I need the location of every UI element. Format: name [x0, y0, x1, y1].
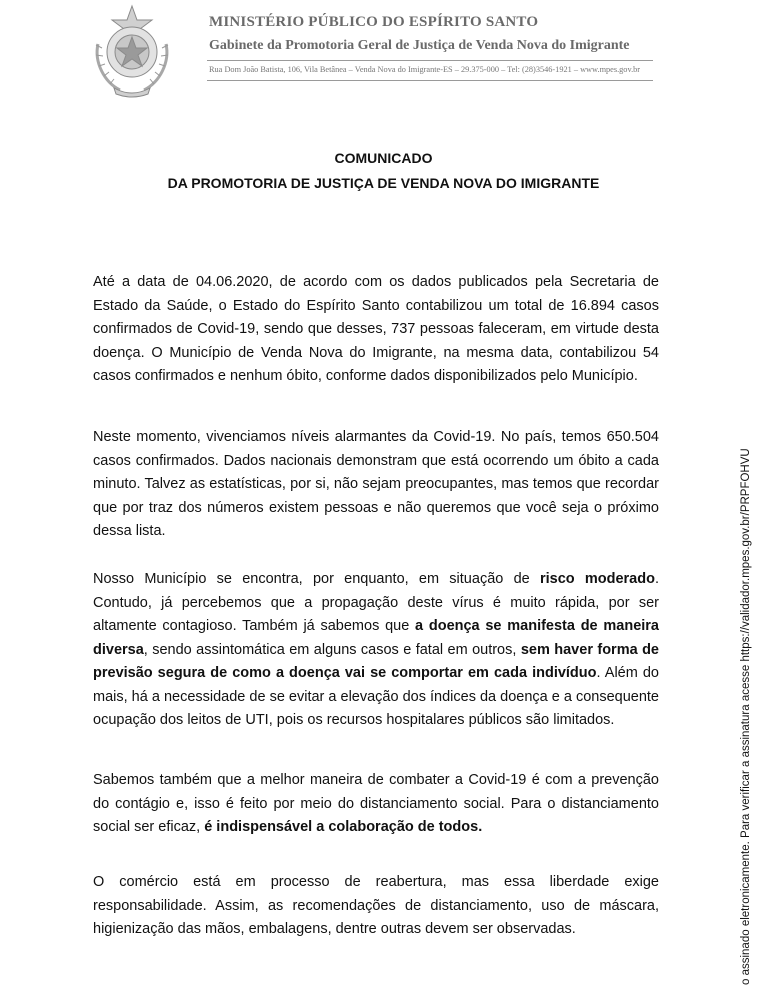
document-title: COMUNICADO — [334, 150, 433, 166]
paragraph-national-situation: Neste momento, vivenciamos níveis alarmantes da Covid-19. No país, temos 650.504 casos confirmados. Dados nacionais demonstram que está ocorrendo um óbito a cada minuto. Talvez as estatísticas, por si, não sejam preocupantes, mas temos que recordar que por traz dos números existem pessoas e não queremos que você seja o próximo dessa lista. — [93, 429, 659, 539]
emphasis-no-prediction: sem haver forma de previsão segura de como a doença vai se comportar em cada indivíduo — [93, 641, 659, 681]
paragraph-statistics: Até a data de 04.06.2020, de acordo com os dados publicados pela Secretaria de Estado da Saúde, o Estado do Espírito Santo contabilizou um total de 16.894 casos confirmados de Covid-19, sendo que desses, 737 pessoas faleceram, em virtude desta doença. O Município de Venda Nova do Imigrante, na mesma data, contabilizou 54 casos confirmados e nenhum óbito, conforme dados disponibilizados pelo Município. — [93, 274, 659, 384]
emphasis-disease-manifestation: a doença se manifesta de maneira diversa — [93, 618, 659, 658]
header-office: Gabinete da Promotoria Geral de Justiça de Venda Nova do Imigrante — [209, 38, 630, 53]
header-divider — [207, 60, 653, 61]
document-subtitle: DA PROMOTORIA DE JUSTIÇA DE VENDA NOVA DO IMIGRANTE — [167, 175, 600, 191]
paragraph-commerce-reopening: O comércio está em processo de reabertura, mas essa liberdade exige responsabilidade. Assim, as recomendações de distanciamento, uso de máscara, higienização das mãos, embalagens, dentre outras devem ser observadas. — [93, 874, 659, 937]
text-run: Nosso Município se encontra, por enquanto, em situação de — [93, 571, 540, 587]
text-run: . Contudo, já percebemos que a propagação deste vírus é muito rápida, por ser altamente contagioso. Também já sabemos que — [93, 571, 659, 634]
signature-validation-note: o assinado eletronicamente. Para verificar a assinatura acesse https://validador.mpes.gov.br/PRPFOHVU — [740, 448, 752, 985]
text-run: Sabemos também que a melhor maneira de combater a Covid-19 é com a prevenção do contágio e, isso é feito por meio do distanciamento social. Para o distanciamento social ser eficaz, — [93, 772, 659, 835]
paragraph-social-distancing — [93, 769, 659, 840]
header-organization: MINISTÉRIO PÚBLICO DO ESPÍRITO SANTO — [209, 14, 539, 30]
paragraph-municipal-risk — [93, 568, 659, 733]
text-run: . Além do mais, há a necessidade de se evitar a elevação dos índices da doença e a consequente ocupação dos leitos de UTI, pois os recursos hospitalares públicos são limitados. — [93, 665, 659, 728]
coat-of-arms-seal — [90, 4, 174, 98]
emphasis-risk-level: risco moderado — [539, 571, 655, 587]
emphasis-collaboration: é indispensável a colaboração de todos. — [204, 819, 483, 835]
header-divider-bottom — [207, 80, 653, 81]
header-address: Rua Dom João Batista, 106, Vila Betânea – Venda Nova do Imigrante-ES – 29.375-000 – Tel: (28)3546-1921 – www.mpes.gov.br — [209, 65, 641, 74]
text-run: , sendo assintomática em alguns casos e fatal em outros, — [143, 641, 521, 658]
